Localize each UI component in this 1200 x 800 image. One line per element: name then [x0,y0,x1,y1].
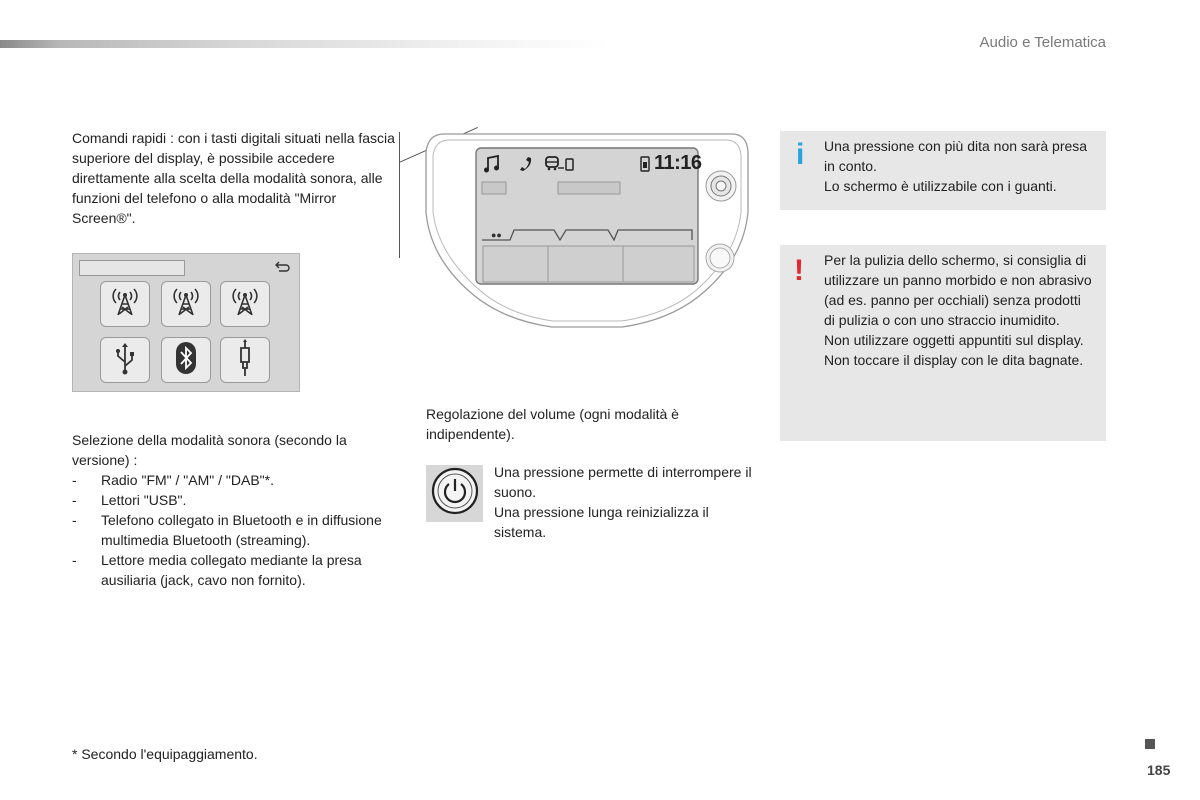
quick-access-panel [72,253,300,392]
list-item: - Radio "FM" / "AM" / "DAB"*. [72,470,402,490]
head-unit-illustration [422,132,752,332]
warning-box [780,245,1106,441]
audio-mode-section [72,430,402,590]
back-arrow-icon[interactable] [273,260,291,276]
info-line: Una pressione con più dita non sarà presa in conto. [824,138,1088,174]
info-box [780,131,1106,210]
info-line: Lo schermo è utilizzabile con i guanti. [824,178,1057,194]
info-text [824,136,1094,196]
usb-button[interactable] [100,337,150,383]
audio-mode-heading: Selezione della modalità sonora (secondo la versione) : [72,432,347,468]
footnote: * Secondo l'equipaggiamento. [72,746,258,762]
callout-line [399,132,400,258]
volume-text: Regolazione del volume (ogni modalità è indipendente). [426,406,679,442]
power-button[interactable] [426,465,483,522]
power-icon [431,467,479,520]
audio-mode-list [72,470,402,590]
list-item: - Lettori "USB". [72,490,402,510]
press-long-text: Una pressione lunga reinizializza il sistema. [494,504,709,540]
radio-tower-icon [168,285,204,324]
warning-line: Non toccare il display con le dita bagnate. [824,352,1084,368]
info-icon: i [796,138,805,171]
music-note-icon[interactable] [483,154,501,179]
display-clock: 11:16 [654,152,702,174]
warning-line: Per la pulizia dello schermo, si consiglia di utilizzare un panno morbido e non abrasivo (ad es. panno per occhiali) senza prodotti di pulizia o con uno straccio inumidito. [824,252,1092,328]
usb-icon [110,340,140,381]
mirror-screen-icon[interactable] [544,154,578,179]
header-bar [0,40,610,48]
power-button-description [494,462,754,542]
radio-preset-icon[interactable]: ●● [491,230,502,240]
page-number: 185 [1147,762,1171,778]
phone-status-icon [640,156,650,177]
radio-tower-icon [107,285,143,324]
page-marker [1145,739,1155,749]
aux-jack-icon [235,338,255,383]
panel-title-field [79,260,185,276]
am-radio-button[interactable] [161,281,211,327]
aux-button[interactable] [220,337,270,383]
warning-text [824,250,1094,370]
intro-paragraph: Comandi rapidi : con i tasti digitali situati nella fascia superiore del display, è possibile accedere direttamente alla scelta della modalità sonora, alle funzioni del telefono o alla modalità "Mirror Screen®". [72,130,395,226]
bluetooth-button[interactable] [161,337,211,383]
press-short-text: Una pressione permette di interrompere il suono. [494,464,752,500]
fm-radio-button[interactable] [100,281,150,327]
section-title: Audio e Telematica [979,34,1106,51]
warning-icon: ! [794,254,804,287]
phone-icon[interactable] [518,155,534,178]
dab-radio-button[interactable] [220,281,270,327]
list-item: - Telefono collegato in Bluetooth e in diffusione multimedia Bluetooth (streaming). [72,510,402,550]
radio-tower-icon [227,285,263,324]
list-item: - Lettore media collegato mediante la presa ausiliaria (jack, cavo non fornito). [72,550,402,590]
warning-line: Non utilizzare oggetti appuntiti sul display. [824,332,1084,348]
bluetooth-icon [174,340,198,381]
